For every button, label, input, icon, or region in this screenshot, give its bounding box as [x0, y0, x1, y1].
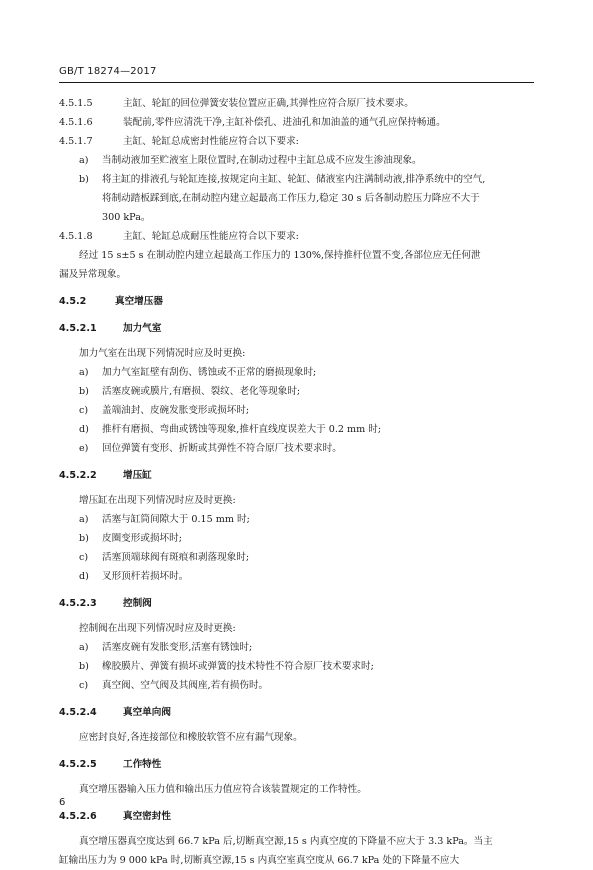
list-item: [59, 151, 534, 170]
list-item: [59, 170, 534, 189]
list-item: [59, 510, 534, 529]
list-text: 盖端油封、皮碗发胀变形或损坏时;: [102, 405, 250, 416]
list-item: [59, 401, 534, 420]
clause-number: 4.5.1.8: [59, 231, 93, 242]
section-number: 4.5.2.3: [59, 598, 97, 609]
list-text: 活塞皮碗有发胀变形,活塞有锈蚀时;: [102, 642, 253, 653]
paragraph-line: 真空增压器输入压力值和输出压力值应符合该装置规定的工作特性。: [79, 784, 367, 795]
paragraph-line: 经过 15 s±5 s 在制动腔内建立起最高工作压力的 130%,保持推杆位置不变,各部位应无任何泄: [79, 250, 481, 261]
section-heading-4-5-2: [59, 292, 534, 311]
list-marker: a): [79, 367, 89, 378]
list-marker: b): [79, 386, 89, 397]
paragraph-line: 控制阀在出现下列情况时应及时更换:: [79, 623, 236, 634]
paragraph-line: 应密封良好,各连接部位和橡胶软管不应有漏气现象。: [79, 732, 303, 743]
list-item: [59, 420, 534, 439]
section-heading-4-5-2-1: [59, 319, 534, 338]
replacement-list: [59, 510, 534, 586]
list-text: 活塞顶端球阀有斑痕和剥落现象时;: [102, 552, 250, 563]
section-number: 4.5.2.6: [59, 811, 97, 822]
list-marker: c): [79, 552, 89, 563]
list-text: 皮圈变形或损坏时;: [102, 533, 182, 544]
section-title: 工作特性: [123, 759, 162, 770]
section-heading-4-5-2-3: [59, 594, 534, 613]
clause-4-5-1-7: [59, 132, 534, 151]
list-item: [59, 382, 534, 401]
clause-text: 装配前,零件应清洗干净,主缸补偿孔、进油孔和加油盖的通气孔应保持畅通。: [123, 117, 446, 128]
section-title: 增压缸: [123, 470, 152, 481]
list-marker: a): [79, 514, 89, 525]
clause-number: 4.5.1.6: [59, 117, 93, 128]
section-title: 真空密封性: [123, 811, 171, 822]
list-text: 推杆有磨损、弯曲或锈蚀等现象,推杆直线度误差大于 0.2 mm 时;: [102, 424, 382, 435]
list-marker: d): [79, 571, 89, 582]
section-heading-4-5-2-5: [59, 755, 534, 774]
page-number: 6: [59, 797, 66, 808]
page-content: [59, 94, 534, 870]
section-heading-4-5-2-6: [59, 807, 534, 826]
clause-number: 4.5.1.5: [59, 98, 93, 109]
list-text-continuation: 将制动踏板踩到底,在制动腔内建立起最高工作压力,稳定 30 s 后各制动腔压力降应不大于: [102, 193, 480, 204]
section-title: 控制阀: [123, 598, 152, 609]
section-number: 4.5.2.4: [59, 707, 97, 718]
paragraph-line: 增压缸在出现下列情况时应及时更换:: [79, 495, 236, 506]
section-title: 加力气室: [123, 323, 162, 334]
section-title: 真空增压器: [115, 296, 163, 307]
list-text: 将主缸的排液孔与轮缸连接,按规定向主缸、轮缸、储液室内注满制动液,排净系统中的空气,: [102, 174, 486, 185]
clause-text: 主缸、轮缸总成密封性能应符合以下要求:: [123, 136, 299, 147]
list-marker: d): [79, 424, 89, 435]
paragraph-line: 缸输出压力为 9 000 kPa 时,切断真空源,15 s 内真空室真空度从 66.7 kPa 处的下降量不应大: [59, 855, 460, 866]
list-marker: e): [79, 443, 89, 454]
list-item: [59, 548, 534, 567]
clause-4-5-1-8: [59, 227, 534, 246]
paragraph-line: 加力气室在出现下列情况时应及时更换:: [79, 348, 246, 359]
clause-4-5-1-5: [59, 94, 534, 113]
section-number: 4.5.2.2: [59, 470, 97, 481]
list-item: [59, 439, 534, 458]
list-item: [59, 363, 534, 382]
list-item: [59, 638, 534, 657]
clause-number: 4.5.1.7: [59, 136, 93, 147]
list-text: 橡胶膜片、弹簧有损坏或弹簧的技术特性不符合原厂技术要求时;: [102, 661, 374, 672]
list-item: [59, 657, 534, 676]
paragraph-line: 漏及异常现象。: [59, 269, 127, 280]
list-marker: b): [79, 174, 89, 185]
list-marker: b): [79, 661, 89, 672]
clause-4-5-1-6: [59, 113, 534, 132]
list-text: 叉形顶杆若损坏时。: [102, 571, 189, 582]
header-rule: [59, 82, 534, 83]
list-marker: b): [79, 533, 89, 544]
replacement-list: [59, 638, 534, 695]
clause-text: 主缸、轮缸的回位弹簧安装位置应正确,其弹性应符合原厂技术要求。: [123, 98, 414, 109]
replacement-list: [59, 363, 534, 458]
section-number: 4.5.2.1: [59, 323, 97, 334]
list-item: [59, 567, 534, 586]
list-text-continuation: 300 kPa。: [102, 212, 151, 223]
section-heading-4-5-2-4: [59, 703, 534, 722]
list-text: 加力气室缸壁有刮伤、锈蚀或不正常的磨损现象时;: [102, 367, 317, 378]
list-text: 当制动液加至贮液室上限位置时,在制动过程中主缸总成不应发生渗油现象。: [102, 155, 422, 166]
list-marker: c): [79, 405, 89, 416]
list-text: 活塞与缸筒间隙大于 0.15 mm 时;: [102, 514, 250, 525]
section-number: 4.5.2: [59, 296, 87, 307]
paragraph-line: 真空增压器真空度达到 66.7 kPa 后,切断真空源,15 s 内真空度的下降量不应大于 3.3 kPa。当主: [79, 836, 493, 847]
list-marker: a): [79, 155, 89, 166]
list-item: [59, 676, 534, 695]
list-marker: c): [79, 680, 89, 691]
section-number: 4.5.2.5: [59, 759, 97, 770]
section-heading-4-5-2-2: [59, 466, 534, 485]
list-marker: a): [79, 642, 89, 653]
standard-number: GB/T 18274—2017: [59, 66, 157, 77]
list-text: 真空阀、空气阀及其阀座,若有损伤时。: [102, 680, 269, 691]
section-title: 真空单向阀: [123, 707, 171, 718]
clause-text: 主缸、轮缸总成耐压性能应符合以下要求:: [123, 231, 299, 242]
list-text: 活塞皮碗或膜片,有磨损、裂纹、老化等现象时;: [102, 386, 301, 397]
list-text: 回位弹簧有变形、折断或其弹性不符合原厂技术要求时。: [102, 443, 342, 454]
list-item: [59, 529, 534, 548]
